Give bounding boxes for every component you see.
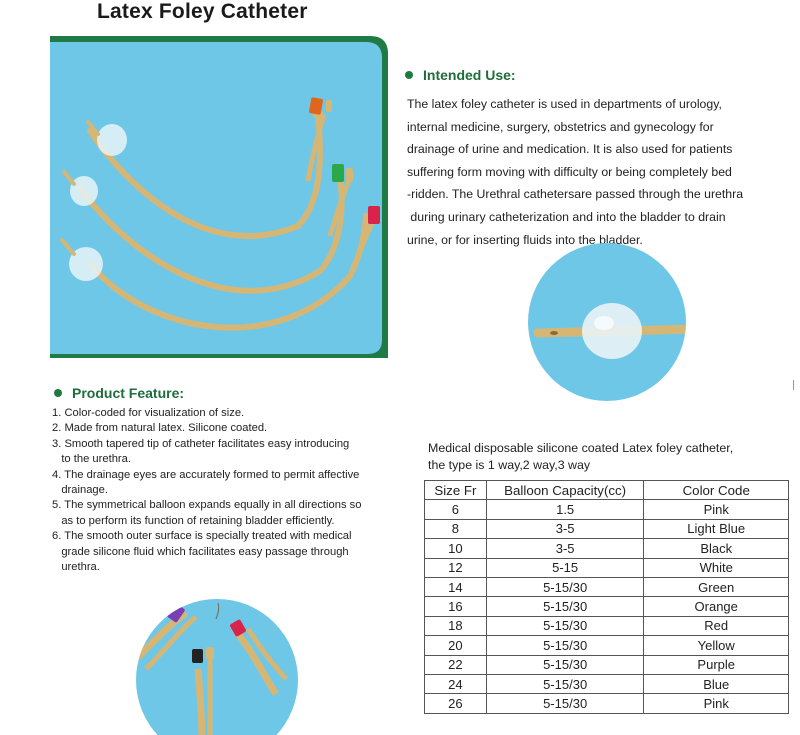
intended-use-heading-text: Intended Use: xyxy=(423,67,516,83)
cell-size: 24 xyxy=(425,674,487,693)
cell-balloon: 1.5 xyxy=(486,500,644,519)
bullet-icon xyxy=(54,389,62,397)
cell-color: Orange xyxy=(644,597,789,616)
intended-use-line: urine, or for inserting fluids into the bladder. xyxy=(407,232,643,247)
table-row xyxy=(425,655,789,674)
feature-item: drainage. xyxy=(52,484,108,497)
feature-item: to the urethra. xyxy=(52,453,131,466)
cell-balloon: 5-15 xyxy=(486,558,644,577)
table-row xyxy=(425,636,789,655)
table-row xyxy=(425,519,789,538)
cell-balloon: 3-5 xyxy=(486,539,644,558)
cell-color: Green xyxy=(644,577,789,596)
feature-item: urethra. xyxy=(52,561,100,574)
cell-size: 20 xyxy=(425,636,487,655)
balloon-closeup-photo xyxy=(528,243,686,401)
cell-size: 10 xyxy=(425,539,487,558)
cell-color: Purple xyxy=(644,655,789,674)
bullet-icon xyxy=(405,71,413,79)
cell-balloon: 5-15/30 xyxy=(486,674,644,693)
feature-item: 5. The symmetrical balloon expands equally in all directions so xyxy=(52,499,362,512)
cell-size: 26 xyxy=(425,694,487,713)
intended-use-line: during urinary catheterization and into the bladder to drain xyxy=(407,209,726,224)
table-header-row xyxy=(425,481,789,500)
cell-balloon: 3-5 xyxy=(486,519,644,538)
table-row xyxy=(425,597,789,616)
cell-color: Blue xyxy=(644,674,789,693)
intended-use-line: The latex foley catheter is used in departments of urology, xyxy=(407,97,722,111)
cell-size: 18 xyxy=(425,616,487,635)
table-intro xyxy=(428,440,733,474)
cell-color: Pink xyxy=(644,500,789,519)
table-row xyxy=(425,616,789,635)
connector-closeup-photo xyxy=(136,599,299,735)
cell-size: 22 xyxy=(425,655,487,674)
feature-item: 2. Made from natural latex. Silicone coated. xyxy=(52,422,268,435)
cell-color: White xyxy=(644,558,789,577)
cell-size: 16 xyxy=(425,597,487,616)
feature-item: 1. Color-coded for visualization of size. xyxy=(52,407,245,419)
intended-use-line: drainage of urine and medication. It is also used for patients xyxy=(407,142,733,157)
table-row xyxy=(425,577,789,596)
header-size: Size Fr xyxy=(425,481,487,500)
feature-item: as to perform its function of retaining bladder efficiently. xyxy=(52,514,335,527)
cell-color: Yellow xyxy=(644,636,789,655)
cell-balloon: 5-15/30 xyxy=(486,636,644,655)
cell-size: 12 xyxy=(425,558,487,577)
cell-balloon: 5-15/30 xyxy=(486,577,644,596)
cell-size: 6 xyxy=(425,500,487,519)
table-intro-line: Medical disposable silicone coated Latex foley catheter, xyxy=(428,441,734,455)
product-feature-list xyxy=(52,406,412,575)
cell-color: Black xyxy=(644,539,789,558)
intended-use-heading xyxy=(405,67,516,83)
divider-mark xyxy=(793,380,794,390)
cell-size: 14 xyxy=(425,577,487,596)
product-feature-heading-text: Product Feature: xyxy=(72,385,185,401)
cell-color: Red xyxy=(644,616,789,635)
cell-balloon: 5-15/30 xyxy=(486,597,644,616)
cell-color: Light Blue xyxy=(644,519,789,538)
product-feature-heading xyxy=(54,385,184,401)
feature-item: 3. Smooth tapered tip of catheter facilitates easy introducing xyxy=(52,437,350,450)
cell-balloon: 5-15/30 xyxy=(486,616,644,635)
table-row xyxy=(425,694,789,713)
intended-use-text xyxy=(407,93,797,251)
cell-color: Pink xyxy=(644,694,789,713)
size-table xyxy=(424,480,789,714)
table-row xyxy=(425,558,789,577)
feature-item: 4. The drainage eyes are accurately formed to permit affective xyxy=(52,468,360,481)
cell-balloon: 5-15/30 xyxy=(486,694,644,713)
page-title: Latex Foley Catheter xyxy=(97,0,308,23)
feature-item: grade silicone fluid which facilitates easy passage through xyxy=(52,545,349,558)
table-row xyxy=(425,674,789,693)
cell-balloon: 5-15/30 xyxy=(486,655,644,674)
header-color: Color Code xyxy=(644,481,789,500)
header-balloon: Balloon Capacity(cc) xyxy=(486,481,644,500)
feature-item: 6. The smooth outer surface is specially treated with medical xyxy=(52,530,352,543)
intended-use-line: -ridden. The Urethral cathetersare passed through the urethra xyxy=(407,187,744,202)
table-intro-line: the type is 1 way,2 way,3 way xyxy=(428,458,591,472)
table-row xyxy=(425,500,789,519)
cell-size: 8 xyxy=(425,519,487,538)
hero-catheter-photo xyxy=(50,36,388,358)
intended-use-line: internal medicine, surgery, obstetrics and gynecology for xyxy=(407,119,714,134)
intended-use-line: suffering form moving with difficulty or being completely bed xyxy=(407,164,732,179)
table-row xyxy=(425,539,789,558)
